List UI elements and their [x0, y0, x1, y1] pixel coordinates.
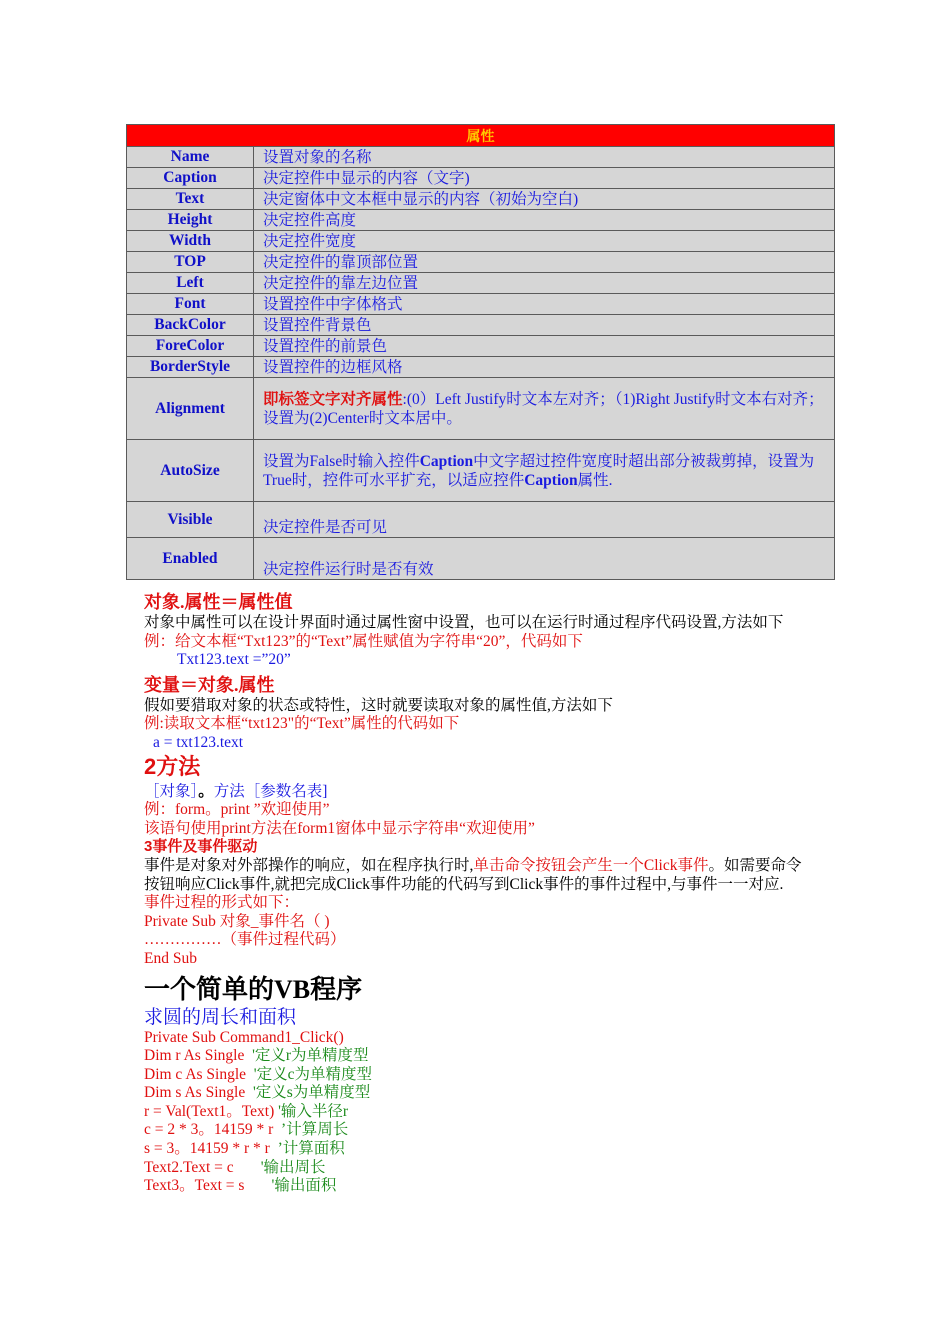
section-heading: 2方法 — [144, 753, 201, 779]
code-line — [144, 1121, 814, 1140]
autosize-bold-2: Caption — [524, 471, 578, 489]
property-desc: 决定控件是否可见 — [254, 502, 835, 538]
code-line: Private Sub 对象_事件名（ ) — [144, 912, 330, 930]
table-row — [127, 538, 835, 580]
properties-table — [126, 124, 835, 580]
table-row — [127, 357, 835, 378]
property-desc: 设置控件背景色 — [254, 315, 835, 336]
example-line: 例:读取文本框“txt123"的“Text”属性的代码如下 — [144, 715, 460, 733]
table-row — [127, 189, 835, 210]
table-row — [127, 168, 835, 189]
property-name: Width — [127, 231, 254, 252]
code-text: Text3。Text = s — [144, 1177, 272, 1195]
alignment-desc-text: :(0）Left Justify时文本左对齐；（1)Right Justify时文本右对齐；设置为(2)Center时文本居中。 — [263, 390, 824, 427]
section-heading: 3事件及事件驱动 — [144, 838, 258, 856]
code-comment: ’计算面积 — [277, 1140, 345, 1158]
property-name: BorderStyle — [127, 357, 254, 378]
code-line — [144, 1177, 814, 1196]
code-comment: '定义c为单精度型 — [253, 1065, 372, 1083]
table-row — [127, 440, 835, 502]
table-row — [127, 502, 835, 538]
property-name: Enabled — [127, 538, 254, 580]
form-label: 事件过程的形式如下： — [144, 894, 300, 912]
note-line: 该语句使用print方法在form1窗体中显示字符串“欢迎使用” — [144, 819, 535, 837]
property-desc: 决定控件运行时是否有效 — [254, 538, 835, 580]
syntax-method: 方法［参数名表] — [213, 782, 328, 800]
code-comment: '输出面积 — [271, 1177, 337, 1195]
code-text: Private Sub Command1_Click() — [144, 1028, 344, 1046]
property-name: BackColor — [127, 315, 254, 336]
code-text: c = 2 * 3。14159 * r — [144, 1121, 282, 1139]
paragraph: 对象中属性可以在设计界面时通过属性窗中设置，也可以在运行时通过程序代码设置,方法如下 — [144, 614, 784, 631]
property-name: Font — [127, 294, 254, 315]
property-name: AutoSize — [127, 440, 254, 502]
code-text: r = Val(Text1。Text) — [144, 1102, 279, 1120]
property-name: Left — [127, 273, 254, 294]
table-row — [127, 336, 835, 357]
table-row — [127, 315, 835, 336]
property-desc: 决定控件的靠顶部位置 — [254, 252, 835, 273]
section-heading: 一个简单的VB程序 — [144, 974, 363, 1004]
code-text: Dim c As Single — [144, 1065, 254, 1083]
paragraph-highlight: 单击命令按钮会产生一个Click事件 — [473, 856, 709, 874]
property-desc: 设置控件的前景色 — [254, 336, 835, 357]
syntax-object: ［对象］ — [144, 782, 199, 800]
table-row — [127, 231, 835, 252]
example-line: 例：给文本框“Txt123”的“Text”属性赋值为字符串“20”，代码如下 — [144, 632, 583, 650]
code-comment: '定义r为单精度型 — [252, 1047, 369, 1065]
property-desc: 决定控件高度 — [254, 210, 835, 231]
paragraph — [144, 857, 814, 894]
table-row — [127, 273, 835, 294]
code-line — [144, 1084, 814, 1103]
property-desc: 决定控件宽度 — [254, 231, 835, 252]
table-row — [127, 378, 835, 440]
property-name: Caption — [127, 168, 254, 189]
table-header: 属性 — [127, 125, 835, 147]
code-line — [144, 1029, 814, 1048]
code-line: Txt123.text =”20” — [177, 651, 291, 669]
property-name: Height — [127, 210, 254, 231]
section-heading: 变量＝对象.属性 — [144, 674, 275, 695]
property-name: Name — [127, 147, 254, 168]
property-desc — [254, 440, 835, 502]
alignment-desc-highlight: 即标签文字对齐属性 — [263, 390, 403, 408]
code-line — [144, 1140, 814, 1159]
syntax-line — [144, 783, 814, 802]
property-desc: 决定控件中显示的内容（文字) — [254, 168, 835, 189]
code-comment: '输出周长 — [260, 1158, 326, 1176]
table-row — [127, 210, 835, 231]
property-name: Text — [127, 189, 254, 210]
code-comment: ’计算周长 — [281, 1121, 349, 1139]
code-line: End Sub — [144, 949, 197, 967]
paragraph-text: 事件是对象对外部操作的响应，如在程序执行时, — [144, 856, 474, 874]
property-desc: 决定控件的靠左边位置 — [254, 273, 835, 294]
code-line — [144, 1066, 814, 1085]
code-text: Dim r As Single — [144, 1047, 253, 1065]
sub-heading: 求圆的周长和面积 — [144, 1006, 297, 1028]
code-comment: '输入半径r — [278, 1102, 349, 1120]
property-name: ForeColor — [127, 336, 254, 357]
paragraph-text: 。如需要命令按钮响应Click事件,就把完成Click事件功能的代码写到Click事件的事件过程中,与事件一一对应. — [144, 856, 802, 893]
property-name: Alignment — [127, 378, 254, 440]
syntax-dot: 。 — [198, 782, 214, 800]
code-line: ……………（事件过程代码） — [144, 931, 346, 949]
autosize-text-2: 中文字超过控件宽度时超出部分被裁剪掉，设置为True时，控件可水平扩充，以适应控件 — [263, 452, 815, 489]
table-row — [127, 252, 835, 273]
code-line — [144, 1159, 814, 1178]
code-line — [144, 1103, 814, 1122]
code-text: Dim s As Single — [144, 1084, 253, 1102]
property-desc — [254, 378, 835, 440]
example-line: 例：form。print ”欢迎使用” — [144, 801, 330, 819]
property-desc: 设置控件的边框风格 — [254, 357, 835, 378]
paragraph: 假如要猎取对象的状态或特性，这时就要读取对象的属性值,方法如下 — [144, 696, 613, 714]
autosize-bold-1: Caption — [419, 452, 474, 470]
autosize-text-1: 设置为False时输入控件 — [263, 452, 420, 470]
property-name: Visible — [127, 502, 254, 538]
table-row — [127, 294, 835, 315]
code-comment: '定义s为单精度型 — [252, 1084, 371, 1102]
code-text: Text2.Text = c — [144, 1158, 261, 1176]
section-heading: 对象.属性＝属性值 — [144, 592, 293, 612]
code-line — [144, 1047, 814, 1066]
property-name: TOP — [127, 252, 254, 273]
property-desc: 决定窗体中文本框中显示的内容（初始为空白) — [254, 189, 835, 210]
property-desc: 设置控件中字体格式 — [254, 294, 835, 315]
document-body — [144, 590, 814, 1196]
code-line: a = txt123.text — [153, 733, 244, 751]
code-text: s = 3。14159 * r * r — [144, 1140, 278, 1158]
autosize-text-3: 属性. — [577, 471, 613, 489]
table-row — [127, 147, 835, 168]
property-desc: 设置对象的名称 — [254, 147, 835, 168]
